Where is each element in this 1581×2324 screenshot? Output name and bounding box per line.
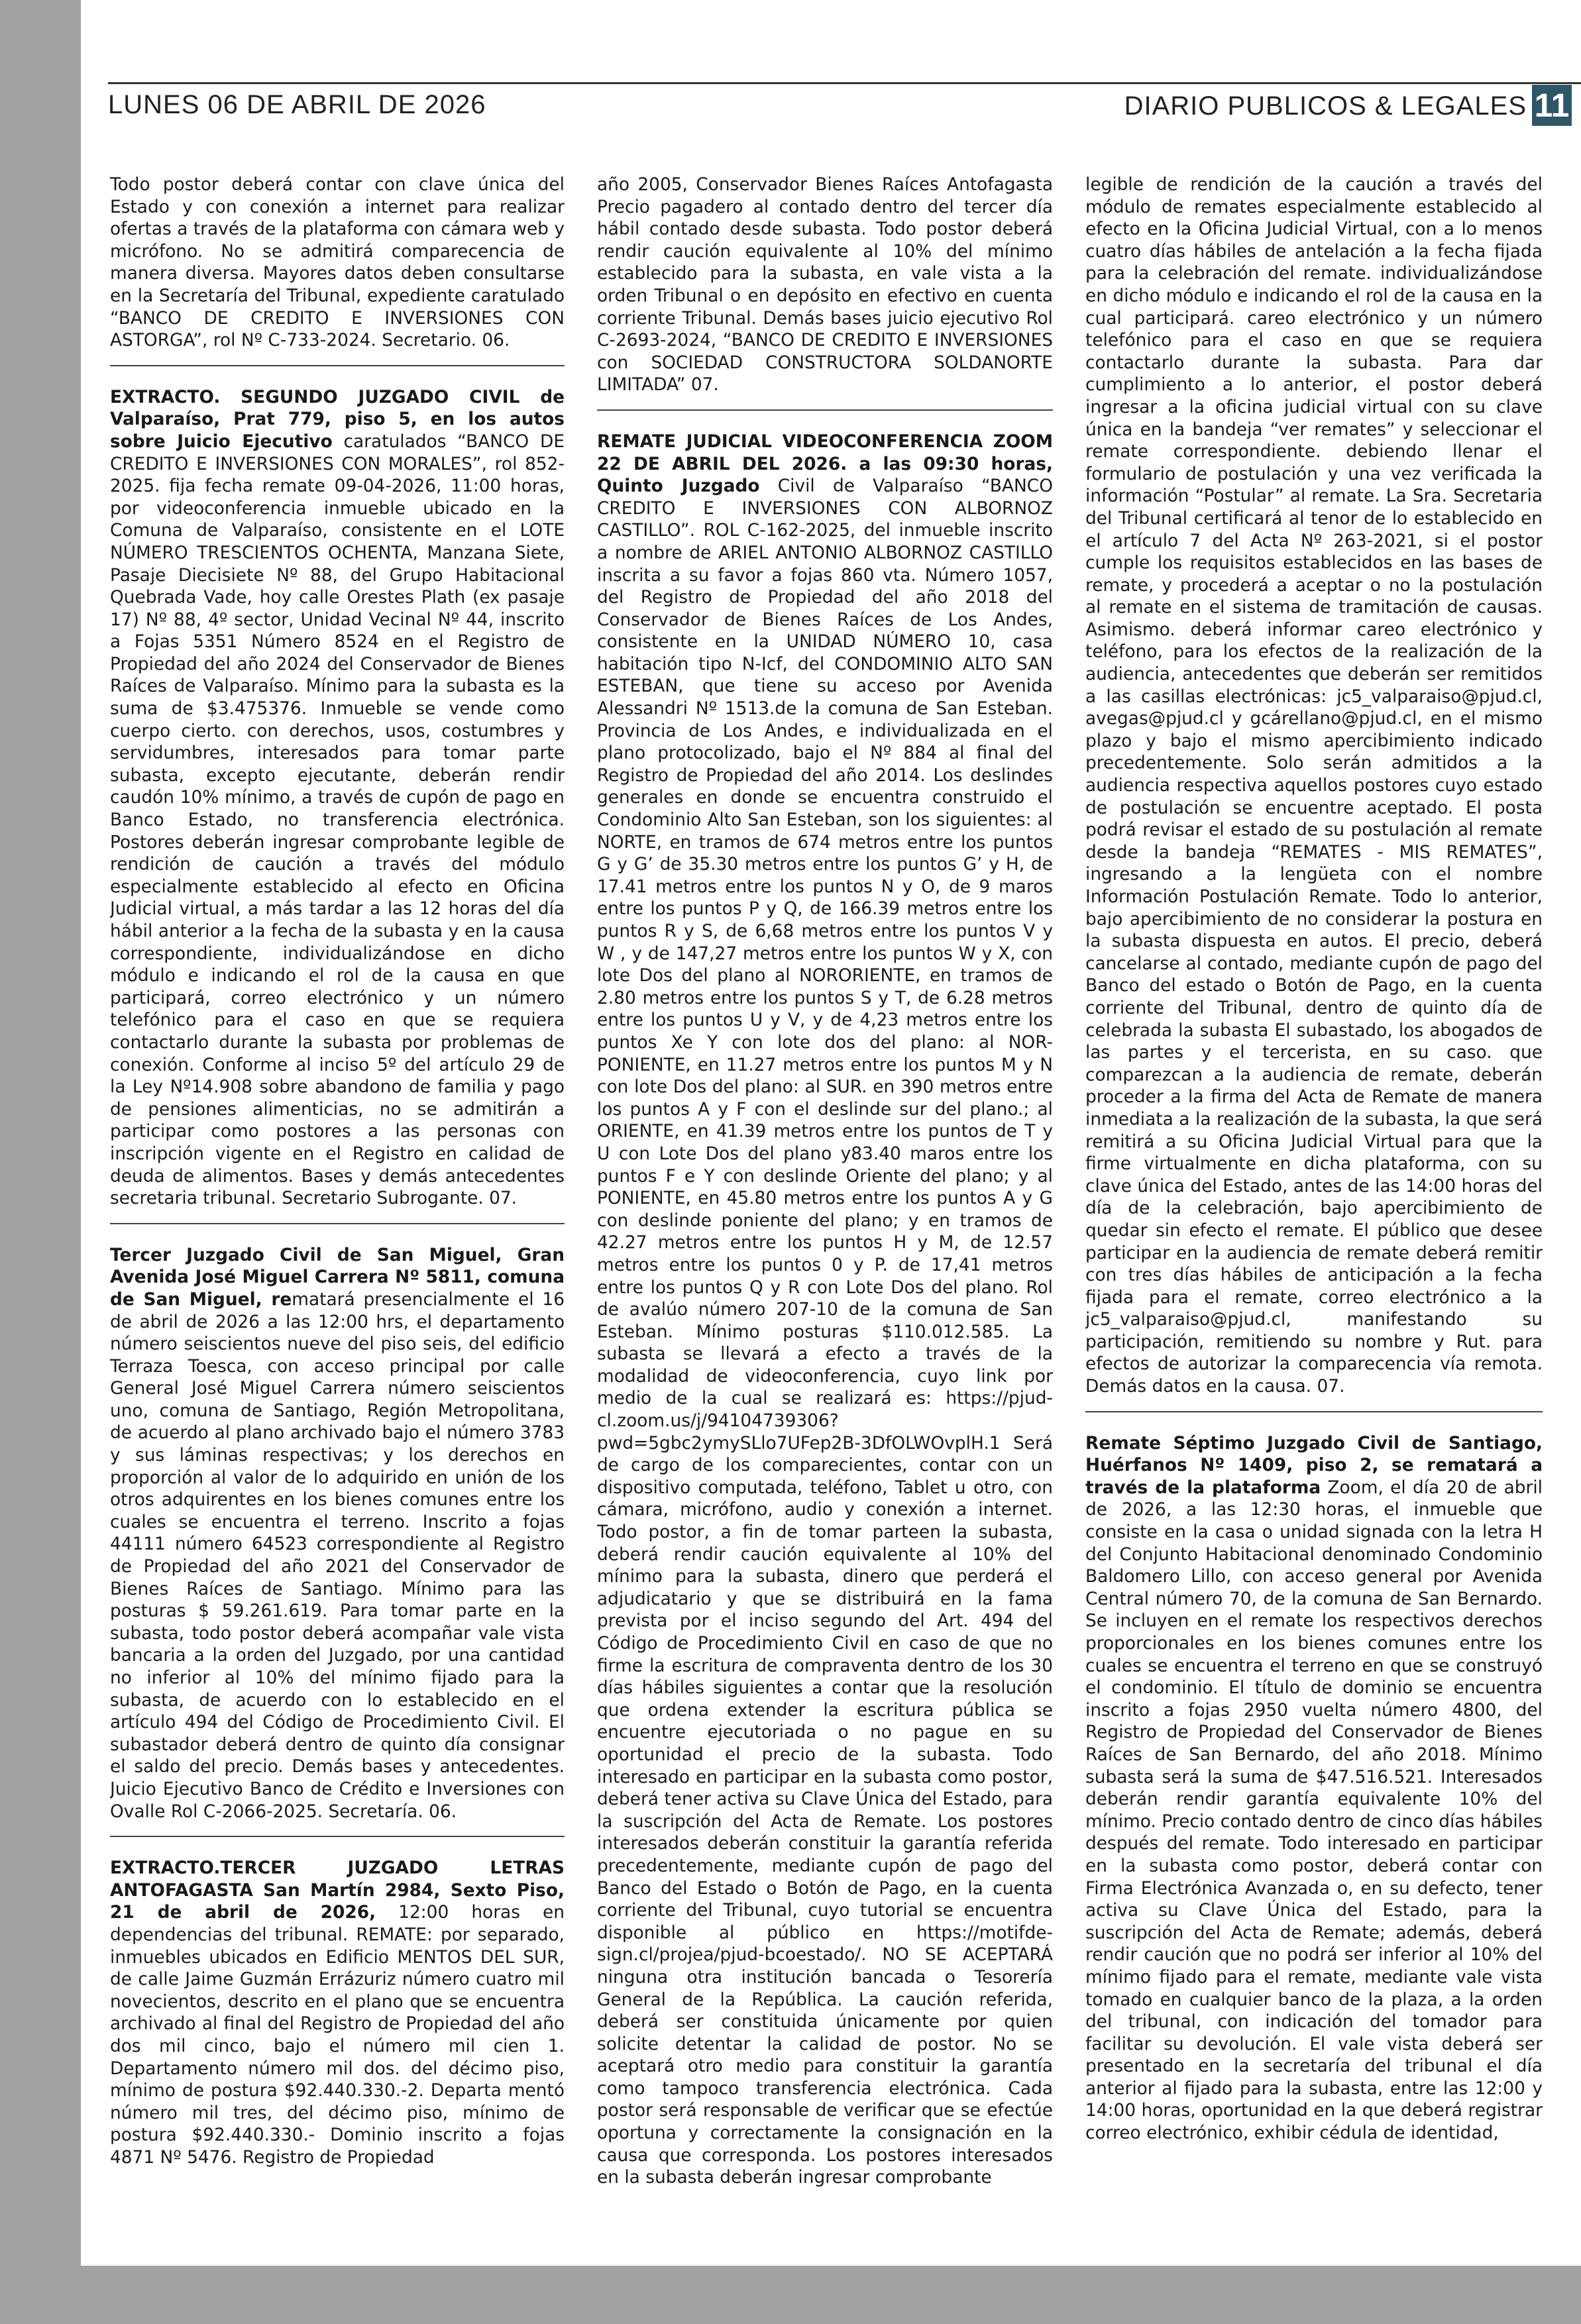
notice-heading: EXTRACTO.TERCER JUZGADO LETRAS ANTOFAGASTA San Martín 2984, Sexto Piso, 21 de abril de 2026,: [110, 1858, 565, 1923]
publication-title: DIARIO PUBLICOS & LEGALES: [1124, 91, 1527, 121]
column-2: [597, 174, 1053, 2247]
header-date: LUNES 06 DE ABRIL DE 2026: [108, 90, 486, 119]
notice-text: Todo postor deberá contar con clave única del Estado y con conexión a internet para realizar ofertas a través de la plataforma con cámara web y micrófono. No se admitirá comparecencia de manera diversa. Mayores datos deben consultarse en la Secretaría del Tribunal, expediente caratulado “BANCO DE CREDITO E INVERSIONES CON ASTORGA”, rol Nº C-733-2024. Secretario. 06.: [110, 174, 565, 351]
notice-body: matará presencialmente el 16 de abril de 2026 a las 12:00 hrs, el departamento número seiscientos nueve del piso seis, del edificio Terraza Toesca, con acceso principal por calle General José Miguel Carrera número seiscientos uno, comuna de Santiago, Región Metropolitana, de acuerdo al plano archivado bajo el número 3783 y sus láminas respectivas; y los derechos en proporción al valor de lo adquirido en unión de los otros adquirentes en los bienes comunes entre los cuales se encuentra el terreno. Inscrito a fojas 44111 número 64523 correspondiente al Registro de Propiedad del año 2021 del Conservador de Bienes Raíces de Santiago. Mínimo para las posturas $ 59.261.619. Para tomar parte en la subasta, todo postor deberá acompañar vale vista bancaria a la orden del Juzgado, por una cantidad no inferior al 10% del mínimo fijado para la subasta, de acuerdo con lo establecido en el artículo 494 del Código de Procedimiento Civil. El subastador deberá dentro de quinto día consignar el saldo del precio. Demás bases y antecedentes. Juicio Ejecutivo Banco de Crédito e Inversiones con Ovalle Rol C-2066-2025. Secretaría. 06.: [110, 1289, 565, 1822]
notice: [110, 386, 565, 1210]
notice: [1085, 1432, 1543, 2144]
notice-body: 12:00 horas en dependencias del tribunal. REMATE: por separado, inmuebles ubicados en Edificio MENTOS DEL SUR, de calle Jaime Guzmán Errázuriz número cuatro mil novecientos, descrito en el plano que se encuentra archivado al final del Registro de Propiedad del año dos mil cinco, bajo el número mil cien 1. Departamento número mil dos. del décimo piso, mínimo de postura $92.440.330.-2. Departa mentó número mil tres, del décimo piso, mínimo de postura $92.440.330.- Dominio inscrito a fojas 4871 Nº 5476. Registro de Propiedad: [110, 1902, 565, 2168]
notice-body: Zoom, el día 20 de abril de 2026, a las 12:30 horas, el inmueble que consiste en la casa o unidad signada con la letra H del Conjunto Habitacional denominado Condominio Baldomero Lillo, con acceso general por Avenida Central número 70, de la comuna de San Bernardo. Se incluyen en el remate los respectivos derechos proporcionales en los bienes comunes entre los cuales se encuentra el terreno en que se construyó el condominio. El título de dominio se encuentra inscrito a fojas 2950 vuelta número 4800, del Registro de Propiedad del Conservador de Bienes Raíces de San Bernardo, del año 2018. Mínimo subasta será la suma de $47.516.521. Interesados deberán rendir garantía equivalente 10% del mínimo. Precio contado dentro de cinco días hábiles después del remate. Todo interesado en participar en la subasta como postor, deberá contar con Firma Electrónica Avanzada o, en su defecto, tener activa su Clave Única del Estado, para la suscripción del Acta de Remate; además, deberá rendir caución que no podrá ser inferior al 10% del mínimo fijado para el remate, mediante vale vista tomado en cualquier banco de la plaza, a la orden del tribunal, con indicación del tomador para facilitar su devolución. El vale vista deberá ser presentado en la secretaría del tribunal el día anterior al fijado para la subasta, entre las 12:00 y 14:00 horas, oportunidad en la que deberá registrar correo electrónico, exhibir cédula de identidad,: [1085, 1477, 1543, 2144]
notice-body: caratulados “BANCO DE CREDITO E INVERSIONES CON MORALES”, rol 852-2025. fija fecha remate 09-04-2026, 11:00 horas, por videoconferencia inmueble ubicado en la Comuna de Valparaíso, consistente en el LOTE NÚMERO TRESCIENTOS OCHENTA, Manzana Siete, Pasaje Diecisiete Nº 88, del Grupo Habitacional Quebrada Vade, hoy calle Orestes Plath (ex pasaje 17) Nº 88, 4º sector, Unidad Vecinal Nº 44, inscrito a Fojas 5351 Número 8524 en el Registro de Propiedad del año 2024 del Conservador de Bienes Raíces de Valparaíso. Mínimo para la subasta es la suma de $3.475376. Inmueble se vende como cuerpo cierto. con derechos, usos, costumbres y servidumbres, interesados para tomar parte subasta, excepto ejecutante, deberán rendir caudón 10% mínimo, a través de cupón de pago en Banco Estado, no transferencia electrónica. Postores deberán ingresar comprobante legible de rendición de caución a través del módulo especialmente establecido al efecto en Oficina Judicial virtual, a más tardar a las 12 horas del día hábil anterior a la fecha de la subasta y en la causa correspondiente, individualizándose en dicho módulo e indicando el rol de la causa en que participará, correo electrónico y un número telefónico para el caso en que se requiera contactarlo durante la subasta por problemas de conexión. Conforme al inciso 5º del artículo 29 de la Ley Nº14.908 sobre abandono de familia y pago de pensiones alimenticias, no se admitirán a participar como postores a las personas con inscripción vigente en el Registro en calidad de deuda de alimentos. Bases y demás antecedentes secretaria tribunal. Secretario Subrogante. 07.: [110, 431, 565, 1209]
notice-separator: [1085, 1411, 1543, 1412]
notice-body: Civil de Valparaíso “BANCO CREDITO E INVERSIONES CON ALBORNOZ CASTILLO”. ROL C-162-2025, del inmueble inscrito a nombre de ARIEL ANTONIO ALBORNOZ CASTILLO inscrita a su favor a fojas 860 vta. Número 1057, del Registro de Propiedad del año 2018 del Conservador de Bienes Raíces de Los Andes, consistente en la UNIDAD NÚMERO 10, casa habitación tipo N-Icf, del CONDOMINIO ALTO SAN ESTEBAN, que tiene su acceso por Avenida Alessandri Nº 1513.de la comuna de San Esteban. Provincia de Los Andes, e individualizada en el plano protocolizado, bajo el Nº 884 al final del Registro de Propiedad del año 2014. Los deslindes generales en donde se encuentra construido el Condominio Alto San Esteban, son los siguientes: al NORTE, en tramos de 674 metros entre los puntos G y G’ de 35.30 metros entre los puntos G’ y H, de 17.41 metros entre los puntos N y O, de 9 maros entre los puntos P y Q, de 166.39 metros entre los puntos R y S, de 6,68 metros entre los puntos V y W , y de 147,27 metros entre los puntos W y X, con lote Dos del plano al NORORIENTE, en tramos de 2.80 metros entre los puntos S y T, de 6.28 metros entre los puntos U y V, y de 4,23 metros entre los puntos Xe Y con lote dos del plano: al NOR-PONIENTE, en 11.27 metros entre los puntos M y N con lote Dos del plano: al SUR. en 390 metros entre los puntos A y F con el deslinde sur del plano.; al ORIENTE, en 41.39 metros entre los puntos de T y U con Lote Dos del plano y83.40 maros entre los puntos F e Y con deslinde Oriente del plano; y al PONIENTE, en 45.80 metros entre los puntos A y G con deslinde poniente del plano; y en tramos de 42.27 metros entre los puntos H y M, de 12.57 metros entre los puntos 0 y P. de 17,41 metros entre los puntos Q y R con Lote Dos del plano. Rol de avalúo número 207-10 de la comuna de San Esteban. Mínimo posturas $110.012.585. La subasta se llevará a efecto a través de la modalidad de videoconferencia, cuyo link por medio de la cual se realizará es: https://pjud-cl.zoom.us/j/94104739306?pwd=5gbc2ymySLlo7UFep2B-3DfOLWOvplH.1 Será de cargo de los comparecientes, contar con un dispositivo computada, teléfono, Tablet u otro, con cámara, micrófono, audio y conexión a internet. Todo postor, a fin de tomar parteen la subasta, deberá rendir caución equivalente al 10% del mínimo para la subasta, dinero que perderá el adjudicatario y que se distribuirá en la fama prevista por el inciso segundo del Art. 494 del Código de Procedimiento Civil en caso de que no firme la escritura de compraventa dentro de los 30 días hábiles siguientes a contar que la resolución que ordena extender la escritura pública se encuentre ejecutoriada o no pague en su oportunidad el precio de la subasta. Todo interesado en participar en la subasta como postor, deberá tener activa su Clave Única del Estado, para la suscripción del Acta de Remate. Los postores interesados deberán constituir la garantía referida precedentemente, mediante cupón de pago del Banco del Estado o Botón de Pago, en la cuenta corriente del Tribunal, cuyo tutorial se encuentra disponible al público en https://motifde-sign.cl/projea/pjud-bcoestado/. NO SE ACEPTARÁ ninguna otra institución bancada o Tesorería General de la República. La caución referida, deberá ser constituida únicamente por quien solicite detentar la calidad de postor. No se aceptará otro medio para constituir la garantía como tampoco transferencia electrónica. Cada postor será responsable de verificar que se efectúe oportuna y correctamente la consignación en la causa que corresponda. Los postores interesados en la subasta deberán ingresar comprobante: [597, 476, 1053, 2188]
notice: [110, 1244, 565, 1822]
notice-separator: [597, 409, 1053, 411]
notice-text: año 2005, Conservador Bienes Raíces Antofagasta Precio pagadero al contado dentro del tercer día hábil contado desde subasta. Todo postor deberá rendir caución equivalente al 10% del mínimo establecido para la subasta, en vale vista a la orden Tribunal o en depósito en efectivo en cuenta corriente Tribunal. Demás bases juicio ejecutivo Rol C-2693-2024, “BANCO DE CREDITO E INVERSIONES con SOCIEDAD CONSTRUCTORA SOLDANORTE LIMITADA” 07.: [597, 174, 1053, 396]
notice-separator: [110, 365, 565, 366]
notice-heading: Remate Séptimo Juzgado Civil de Santiago, Huérfanos Nº 1409, piso 2, se rematará a través de la plataforma: [1085, 1432, 1543, 1498]
notice-separator: [110, 1836, 565, 1837]
notice: [110, 1857, 565, 2168]
notice-heading: EXTRACTO. SEGUNDO JUZGADO CIVIL de Valparaíso, Prat 779, piso 5, en los autos sobre Juicio Ejecutivo: [110, 386, 565, 452]
header-rule: [108, 82, 1581, 84]
notice-heading: Tercer Juzgado Civil de San Miguel, Gran Avenida José Miguel Carrera Nº 5811, comuna de San Miguel, re: [110, 1244, 565, 1310]
page-number-badge: 11: [1532, 85, 1572, 126]
notice-separator: [110, 1223, 565, 1224]
notice-text: legible de rendición de la caución a través del módulo de remates especialmente establecido al efecto en la Oficina Judicial Virtual, con a lo menos cuatro días hábiles de antelación a la fecha fijada para la celebración del remate. individualizándose en dicho módulo e indicando el rol de la causa en la cual participará. careo electrónico y un número telefónico para el caso en que se requiera contactarlo durante la subasta. Para dar cumplimiento a lo anterior, el postor deberá ingresar a la oficina judicial virtual con su clave única en la bandeja “ver remates” y seleccionar el remate correspondiente. debiendo llenar el formulario de postulación y una vez verificada la información “Postular” al remate. La Sra. Secretaria del Tribunal certificará al tenor de lo establecido en el artículo 7 del Acta Nº 263-2021, si el postor cumple los requisitos establecidos en las bases de remate, y procederá a aceptar o no la postulación al remate en el sistema de tramitación de causas. Asimismo. deberá informar careo electrónico y teléfono, para los efectos de la realización de la audiencia, antecedentes que deberán ser remitidos a las casillas electrónicas: jc5_valparaiso@pjud.cl, avegas@pjud.cl y gcárellano@pjud.cl, en el mismo plazo y bajo el mismo apercibimiento indicado precedentemente. Solo serán admitidos a la audiencia respectiva aquellos postores cuyo estado de postulación se encuentre aceptado. El posta podrá revisar el estado de su postulación al remate desde la bandeja “REMATES - MIS REMATES”, ingresando a la lengüeta con el nombre Información Postulación Remate. Todo lo anterior, bajo apercibimiento de no considerar la postura en la subasta dispuesta en autos. El precio, deberá cancelarse al contado, mediante cupón de pago del Banco del estado o Botón de Pago, en la cuenta corriente del Tribunal, dentro de quinto día de celebrada la subasta El subastado, los abogados de las partes y el tercerista, en su caso. que comparezcan a la audiencia de remate, deberán proceder a la firma del Acta de Remate de manera inmediata a la realización de la subasta, la que será remitirá a su Oficina Judicial Virtual para que la firme virtualmente en dicha plataforma, con su clave única del Estado, antes de las 14:00 horas del día de la celebración, bajo apercibimiento de quedar sin efecto el remate. El público que desee participar en la audiencia de remate deberá remitir con tres días hábiles de anticipación a la fecha fijada para el remate, correo electrónico a la jc5_valparaiso@pjud.cl, manifestando su participación, remitiendo su nombre y Rut. para efectos de autorizar la comparecencia vía remota. Demás datos en la causa. 07.: [1085, 174, 1543, 1397]
notice-heading: REMATE JUDICIAL VIDEOCONFERENCIA ZOOM 22 DE ABRIL DEL 2026. a las 09:30 horas, Quinto Juzgado: [597, 431, 1053, 497]
notice: [597, 431, 1053, 2189]
column-1: [110, 174, 565, 2247]
column-3: [1085, 174, 1543, 2247]
